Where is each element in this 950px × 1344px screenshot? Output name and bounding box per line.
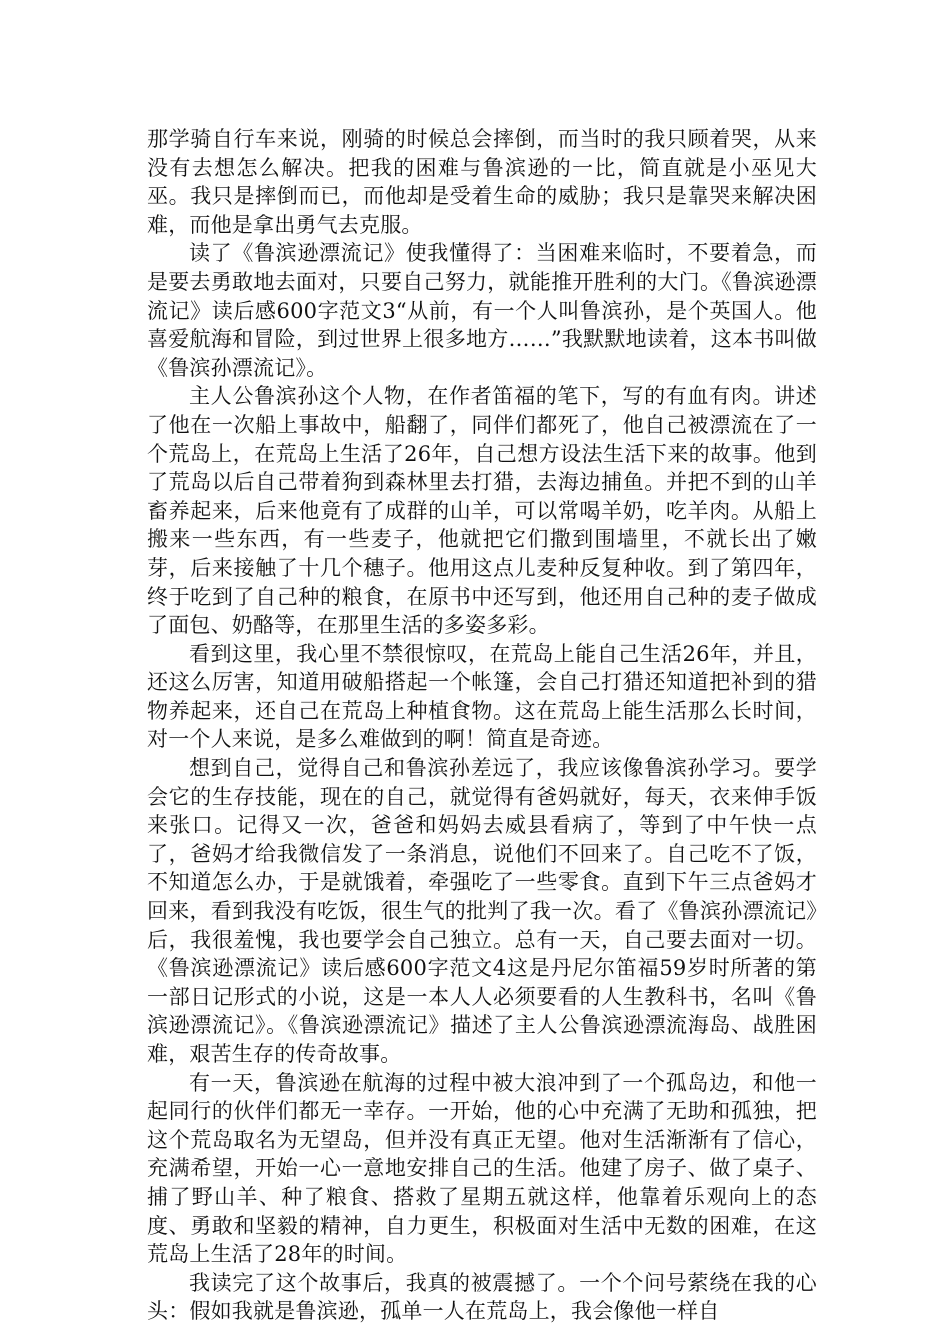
article-body <box>147 125 817 1326</box>
paragraph-2: 读了《鲁滨逊漂流记》使我懂得了：当困难来临时，不要着急，而是要去勇敢地去面对，只要自己努力，就能推开胜利的大门。《鲁滨逊漂流记》读后感600字范文3“从前，有一个人叫鲁滨孙，是个英国人。他喜爱航海和冒险，到过世界上很多地方……”我默默地读着，这本书叫做《鲁滨孙漂流记》。 <box>147 241 817 380</box>
paragraph-5: 想到自己，觉得自己和鲁滨孙差远了，我应该像鲁滨孙学习。要学会它的生存技能，现在的自己，就觉得有爸妈就好，每天，衣来伸手饭来张口。记得又一次，爸爸和妈妈去威县看病了，等到了中午快一点了，爸妈才给我微信发了一条消息，说他们不回来了。自己吃不了饭，不知道怎么办，于是就饿着，牵强吃了一些零食。直到下午三点爸妈才回来，看到我没有吃饭，很生气的批判了我一次。看了《鲁滨孙漂流记》后，我很羞愧，我也要学会自己独立。总有一天，自己要去面对一切。《鲁滨逊漂流记》读后感600字范文4这是丹尼尔笛福59岁时所著的第一部日记形式的小说，这是一本人人必须要看的人生教科书，名叫《鲁滨逊漂流记》。《鲁滨逊漂流记》描述了主人公鲁滨逊漂流海岛、战胜困难，艰苦生存的传奇故事。 <box>147 756 817 1066</box>
paragraph-6: 有一天，鲁滨逊在航海的过程中被大浪冲到了一个孤岛边，和他一起同行的伙伴们都无一幸存。一开始，他的心中充满了无助和孤独，把这个荒岛取名为无望岛，但并没有真正无望。他对生活渐渐有了信心，充满希望，开始一心一意地安排自己的生活。他建了房子、做了桌子、捕了野山羊、种了粮食、搭救了星期五就这样，他靠着乐观向上的态度、勇敢和坚毅的精神，自力更生，积极面对生活中无数的困难，在这荒岛上生活了28年的时间。 <box>147 1070 817 1267</box>
paragraph-7: 我读完了这个故事后，我真的被震撼了。一个个问号萦绕在我的心头：假如我就是鲁滨逊，孤单一人在荒岛上，我会像他一样自 <box>147 1270 817 1324</box>
paragraph-3: 主人公鲁滨孙这个人物，在作者笛福的笔下，写的有血有肉。讲述了他在一次船上事故中，船翻了，同伴们都死了，他自己被漂流在了一个荒岛上，在荒岛上生活了26年，自己想方设法生活下来的故事。他到了荒岛以后自己带着狗到森林里去打猎，去海边捕鱼。并把不到的山羊畜养起来，后来他竟有了成群的山羊，可以常喝羊奶，吃羊肉。从船上搬来一些东西，有一些麦子，他就把它们撒到围墙里，不就长出了嫩芽，后来接触了十几个穗子。他用这点儿麦种反复种收。到了第四年，终于吃到了自己种的粮食，在原书中还写到，他还用自己种的麦子做成了面包、奶酪等，在那里生活的多姿多彩。 <box>147 384 817 638</box>
paragraph-1: 那学骑自行车来说，刚骑的时候总会摔倒，而当时的我只顾着哭，从来没有去想怎么解决。把我的困难与鲁滨逊的一比，简直就是小巫见大巫。我只是摔倒而已，而他却是受着生命的威胁；我只是靠哭来解决困难，而他是拿出勇气去克服。 <box>147 127 817 237</box>
paragraph-4: 看到这里，我心里不禁很惊叹，在荒岛上能自己生活26年，并且，还这么厉害，知道用破船搭起一个帐篷，会自己打猎还知道把补到的猎物养起来，还自己在荒岛上种植食物。这在荒岛上能生活那么长时间，对一个人来说，是多么难做到的啊！简直是奇迹。 <box>147 641 817 752</box>
